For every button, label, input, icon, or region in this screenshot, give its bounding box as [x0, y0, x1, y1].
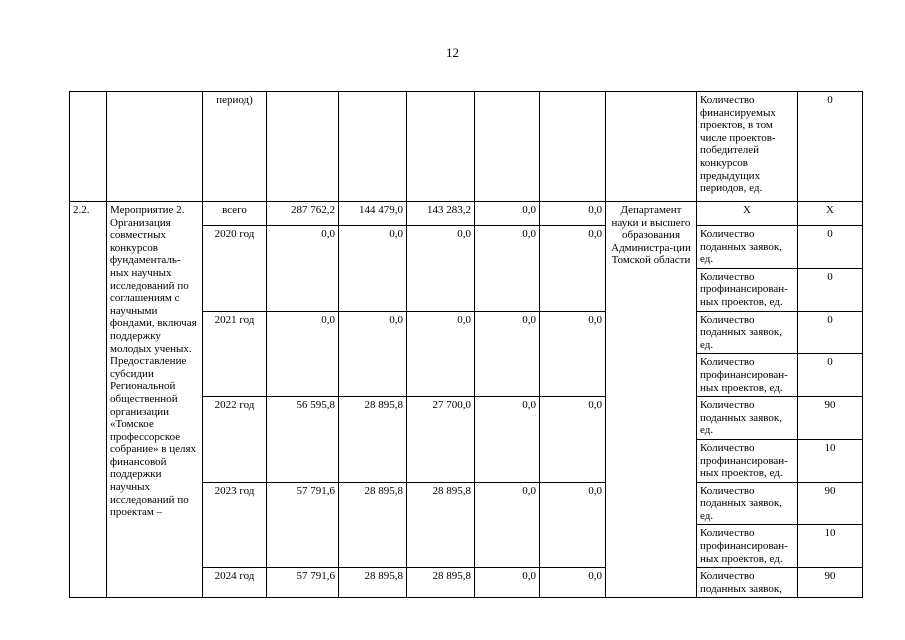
indicator-cell: Количество поданных заявок,: [697, 568, 798, 598]
table-row: [70, 202, 863, 226]
period-cell: 2021 год: [203, 311, 267, 397]
federal-cell: 28 895,8: [339, 397, 407, 483]
indicator-value-cell: 90: [798, 482, 863, 525]
federal-cell: 144 479,0: [339, 202, 407, 226]
program-table: [69, 91, 863, 598]
regional-cell: 28 895,8: [407, 568, 475, 598]
measure-number: 2.2.: [70, 202, 107, 598]
indicator-cell: Количество профинансирован-ных проектов, ед.: [697, 354, 798, 397]
indicator-cell: Количество профинансирован-ных проектов, ед.: [697, 525, 798, 568]
local-cell: 0,0: [475, 202, 540, 226]
period-cell: 2022 год: [203, 397, 267, 483]
period-cell: 2020 год: [203, 226, 267, 312]
indicator-cell: Количество финансируемых проектов, в том числе проектов-победителей конкурсов предыдущих периодов, ед.: [697, 92, 798, 202]
indicator-cell: X: [697, 202, 798, 226]
federal-cell: 0,0: [339, 311, 407, 397]
period-cell: 2023 год: [203, 482, 267, 568]
indicator-value-cell: 0: [798, 268, 863, 311]
other-cell: 0,0: [540, 311, 606, 397]
indicator-cell: Количество поданных заявок, ед.: [697, 397, 798, 440]
federal-cell: 0,0: [339, 226, 407, 312]
regional-cell: 0,0: [407, 226, 475, 312]
total-cell: 287 762,2: [267, 202, 339, 226]
indicator-value-cell: 10: [798, 439, 863, 482]
other-cell: 0,0: [540, 397, 606, 483]
local-cell: 0,0: [475, 226, 540, 312]
indicator-cell: Количество поданных заявок, ед.: [697, 482, 798, 525]
total-cell: 57 791,6: [267, 568, 339, 598]
period-cell: период): [203, 92, 267, 202]
federal-cell: 28 895,8: [339, 568, 407, 598]
local-cell: 0,0: [475, 482, 540, 568]
regional-cell: 143 283,2: [407, 202, 475, 226]
other-cell: 0,0: [540, 226, 606, 312]
period-cell: 2024 год: [203, 568, 267, 598]
indicator-value-cell: 0: [798, 92, 863, 202]
indicator-cell: Количество поданных заявок, ед.: [697, 311, 798, 354]
indicator-cell: Количество поданных заявок, ед.: [697, 226, 798, 269]
indicator-value-cell: 0: [798, 354, 863, 397]
indicator-value-cell: 0: [798, 311, 863, 354]
other-cell: 0,0: [540, 482, 606, 568]
regional-cell: 27 700,0: [407, 397, 475, 483]
indicator-cell: Количество профинансирован-ных проектов, ед.: [697, 268, 798, 311]
total-cell: 0,0: [267, 311, 339, 397]
total-cell: 56 595,8: [267, 397, 339, 483]
federal-cell: 28 895,8: [339, 482, 407, 568]
indicator-value-cell: X: [798, 202, 863, 226]
executor-cell: Департамент науки и высшего образования Администра-ции Томской области: [606, 202, 697, 598]
local-cell: 0,0: [475, 397, 540, 483]
indicator-value-cell: 90: [798, 397, 863, 440]
measure-description: Мероприятие 2. Организация совместных конкурсов фундаменталь-ных научных исследований по соглашениям с научными фондами, включая поддержку молодых ученых. Предоставление субсидии Региональной общественной организации «Томское профессорское собрание» в целях финансовой поддержки научных исследований по проектам –: [107, 202, 203, 598]
indicator-value-cell: 10: [798, 525, 863, 568]
indicator-value-cell: 90: [798, 568, 863, 598]
period-cell: всего: [203, 202, 267, 226]
page-number: 12: [446, 45, 459, 60]
table-row: [70, 92, 863, 202]
total-cell: 0,0: [267, 226, 339, 312]
indicator-value-cell: 0: [798, 226, 863, 269]
local-cell: 0,0: [475, 568, 540, 598]
regional-cell: 28 895,8: [407, 482, 475, 568]
total-cell: 57 791,6: [267, 482, 339, 568]
local-cell: 0,0: [475, 311, 540, 397]
indicator-cell: Количество профинансирован-ных проектов, ед.: [697, 439, 798, 482]
regional-cell: 0,0: [407, 311, 475, 397]
other-cell: 0,0: [540, 568, 606, 598]
other-cell: 0,0: [540, 202, 606, 226]
